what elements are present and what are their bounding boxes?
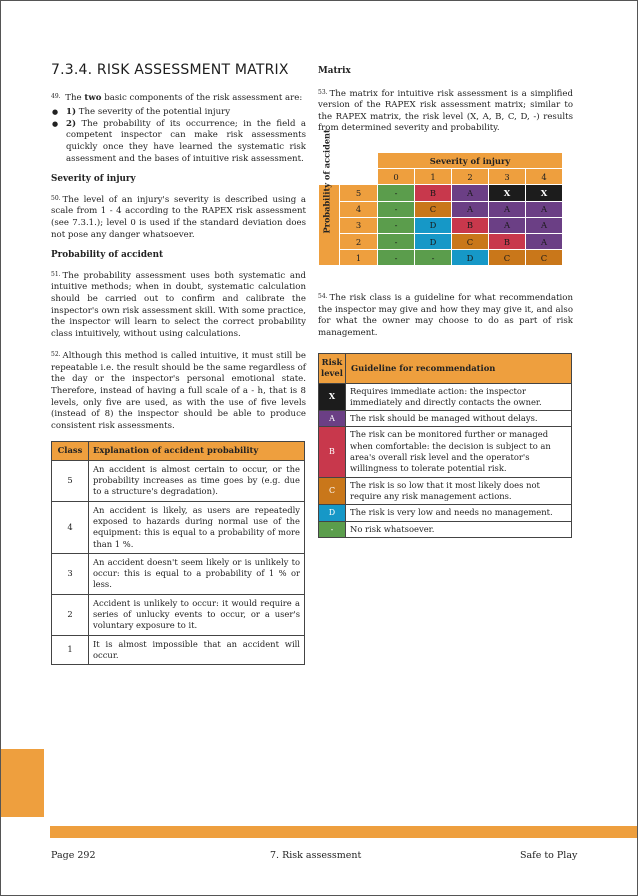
matrix-cell: C	[526, 250, 563, 266]
matrix-cell: -	[378, 233, 415, 249]
class-header: Class	[52, 442, 89, 460]
matrix-cell: A	[489, 217, 526, 233]
matrix-cell: A	[452, 185, 489, 201]
table-row: 5 An accident is almost certain to occur, or the probability increases as time goes by (e.g. due to a structure's degradation).	[52, 460, 305, 501]
matrix-cell: C	[452, 233, 489, 249]
matrix-cell: X	[489, 185, 526, 201]
matrix-cell: X	[526, 185, 563, 201]
paragraph-54: $^{54.}$ The risk class is a guideline for what recommendation the inspector may give and how they may give it, and also for what the owner may choose to do as part of risk management.	[318, 293, 573, 338]
risk-level-badge: B	[319, 427, 346, 477]
risk-level-header: Risk level	[319, 354, 346, 384]
matrix-cell: C	[415, 201, 452, 217]
probability-label: Probability of accident	[319, 185, 340, 266]
guideline-header: Guideline for recommendation	[346, 354, 572, 384]
severity-level: 2	[452, 169, 489, 185]
paragraph-51: $^{51.}$ The probability assessment uses both systematic and intuitive methods; when in doubt, systematic calculation should be carried out to confirm and calibrate the inspector's own risk assessment skill. With some practice, the inspector will learn to select the correct probability class intuitively, without using calculations.	[51, 270, 306, 339]
matrix-cell: D	[415, 217, 452, 233]
paragraph-52: $^{52.}$ Although this method is called intuitive, it must still be repeatable i.e. the result should be the same regardless of the day or the inspector's personal emotional state. Therefore, instead of having a full scale of a - h, that is 8 levels, only five are used, as with the use of five levels (instead of 8) the inspector should be able to produce consistent risk assessments.	[51, 351, 306, 431]
matrix-cell: A	[489, 201, 526, 217]
list-item: ● 2) The probability of its occurrence; in the field a competent inspector can make risk assessments quickly once they have learned the systematic risk assessment and the bases of intuitive risk assessment.	[51, 119, 306, 165]
matrix-cell: D	[415, 233, 452, 249]
probability-level: 5	[340, 185, 378, 201]
table-row: 4 An accident is likely, as users are repeatedly exposed to hazards during normal use of the equipment: this is equal to a probability of more than 1 %.	[52, 501, 305, 553]
matrix-cell: D	[452, 250, 489, 266]
probability-level: 2	[340, 233, 378, 249]
explanation-header: Explanation of accident probability	[89, 442, 305, 460]
table-row: 2 Accident is unlikely to occur: it would require a series of unlucky events to occur, or a user's voluntary exposure to it.	[52, 594, 305, 635]
right-column	[318, 60, 573, 144]
chapter-name: 7. Risk assessment	[270, 850, 362, 861]
footer-accent-bar	[50, 826, 637, 838]
matrix-cell: A	[526, 233, 563, 249]
matrix-cell: A	[526, 217, 563, 233]
chapter-side-tab	[1, 749, 44, 817]
probability-level: 3	[340, 217, 378, 233]
probability-level: 1	[340, 250, 378, 266]
matrix-cell: -	[378, 217, 415, 233]
paragraph-number: 49.	[51, 92, 61, 100]
components-list	[51, 107, 306, 165]
table-row: - No risk whatsoever.	[319, 521, 572, 537]
table-row: C The risk is so low that it most likely does not require any risk management actions.	[319, 477, 572, 505]
severity-label: Severity of injury	[378, 153, 563, 169]
probability-class-table	[51, 441, 305, 665]
matrix-cell: -	[378, 185, 415, 201]
paragraph-54-block	[318, 291, 573, 348]
matrix-cell: -	[415, 250, 452, 266]
paragraph-50: $^{50.}$ The level of an injury's severity is described using a scale from 1 - 4 according to the RAPEX risk assessment (see 7.3.1.); level 0 is used if the standard deviation does not pose any danger whatsoever.	[51, 194, 306, 240]
severity-level: 3	[489, 169, 526, 185]
severity-level: 1	[415, 169, 452, 185]
page-number: Page 292	[51, 850, 96, 861]
table-row: A The risk should be managed without delays.	[319, 411, 572, 427]
severity-level: 4	[526, 169, 563, 185]
paragraph-49: $^{49.}$ The two basic components of the risk assessment are:	[51, 92, 303, 103]
paragraph-53: $^{53.}$ The matrix for intuitive risk assessment is a simplified version of the RAPEX risk assessment matrix; similar to the RAPEX matrix, the risk level (X, A, B, C, D, -) results from determined severity and probability.	[318, 88, 573, 134]
matrix-cell: A	[526, 201, 563, 217]
matrix-cell: -	[378, 250, 415, 266]
book-title: Safe to Play	[520, 850, 578, 861]
guideline-table	[318, 353, 572, 538]
left-column	[51, 60, 306, 665]
probability-heading: Probability of accident	[51, 250, 164, 261]
matrix-cell: B	[452, 217, 489, 233]
matrix-cell: B	[415, 185, 452, 201]
severity-level: 0	[378, 169, 415, 185]
risk-level-badge: C	[319, 477, 346, 505]
matrix-cell: B	[489, 233, 526, 249]
table-row: B The risk can be monitored further or managed when comfortable: the decision is subject to an area's overall risk level and the operator's willingness to tolerate potential risk.	[319, 427, 572, 477]
risk-matrix	[318, 129, 563, 266]
risk-level-badge: A	[319, 411, 346, 427]
risk-level-badge: X	[319, 383, 346, 411]
severity-heading: Severity of injury	[51, 174, 136, 185]
table-row: D The risk is very low and needs no management.	[319, 505, 572, 521]
list-item: ● 1) The severity of the potential injury	[51, 107, 306, 119]
risk-level-badge: -	[319, 521, 346, 537]
section-title: 7.3.4. RISK ASSESSMENT MATRIX	[51, 62, 289, 78]
matrix-cell: C	[489, 250, 526, 266]
table-row: 3 An accident doesn't seem likely or is unlikely to occur: this is equal to a probability of 1 % or less.	[52, 553, 305, 594]
matrix-heading: Matrix	[318, 66, 351, 76]
matrix-cell: A	[452, 201, 489, 217]
probability-level: 4	[340, 201, 378, 217]
risk-level-badge: D	[319, 505, 346, 521]
matrix-cell: -	[378, 201, 415, 217]
table-row: 1 It is almost impossible that an accident will occur.	[52, 635, 305, 665]
table-row: X Requires immediate action: the inspector immediately and directly contacts the owner.	[319, 383, 572, 411]
